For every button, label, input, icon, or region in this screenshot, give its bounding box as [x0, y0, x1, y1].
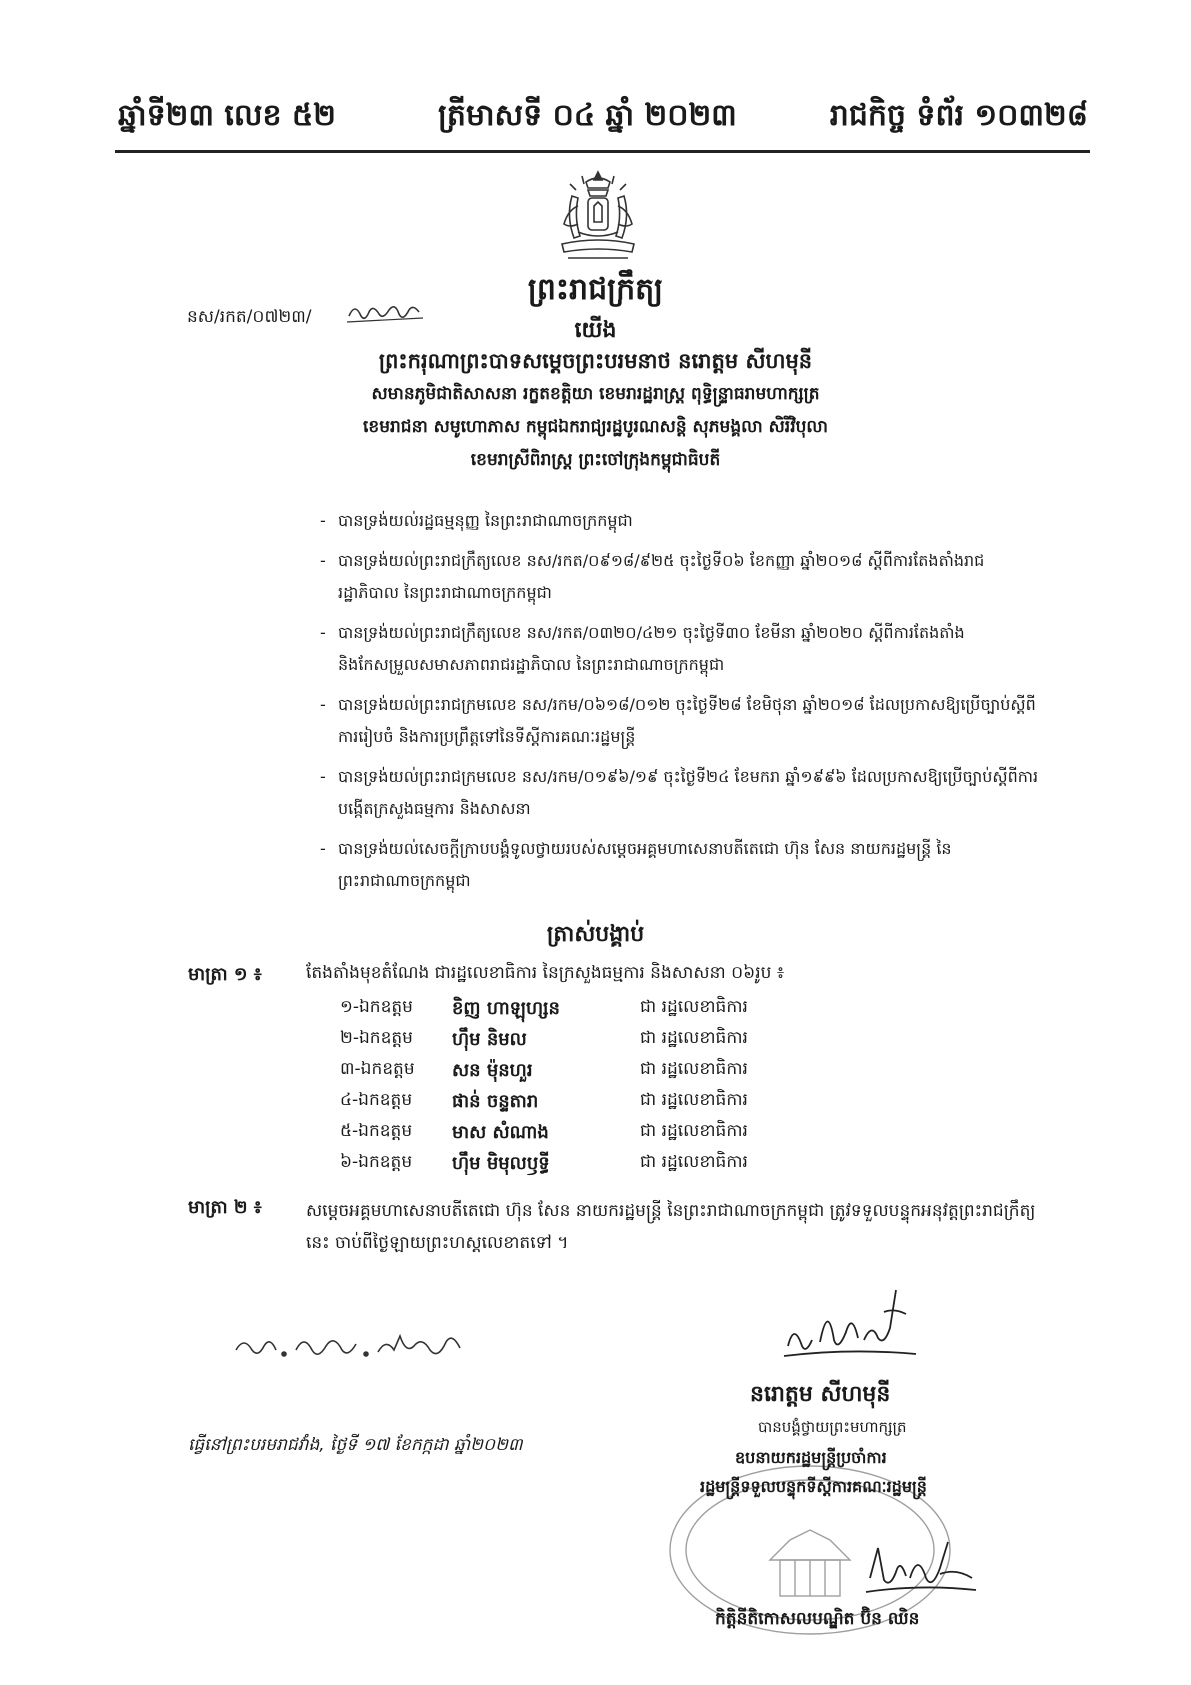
appointee-row [340, 996, 860, 1028]
recital-item: - បានទ្រង់យល់ព្រះរាជក្រឹត្យលេខ នស/រកត/០៣២០/៤២១ ចុះថ្ងៃទី៣០ ខែមីនា ឆ្នាំ២០២០ ស្តីពីការតែងតាំង និងកែសម្រួលសមាសភាពរាជរដ្ឋាភិបាល នៃព្រះរាជាណាចក្រកម្ពុជា [320, 617, 1040, 681]
king-title-line-3: ខេមរាជនា សមូហោភាស កម្ពុជឯករាជ្យរដ្ឋបូរណសន្តិ សុភមង្គលា សិរីវិបុលា [363, 417, 828, 437]
article-1-text: តែងតាំងមុខតំណែង ជារដ្ឋលេខាធិការ នៃក្រសួងធម្មការ និងសាសនា ០៦រូប ៖ [306, 963, 785, 983]
we-heading: យើង [574, 318, 617, 343]
countersign-line-1: បានបង្គំថ្វាយព្រះមហាក្សត្រ [758, 1418, 907, 1436]
royal-coat-of-arms-icon [548, 166, 648, 266]
header-divider [115, 150, 1090, 153]
handwritten-date-code-icon [230, 1320, 520, 1368]
appointee-name: មាស សំណាង [452, 1122, 549, 1143]
countersign-line-2: ឧបនាយករដ្ឋមន្ត្រីប្រចាំការ [735, 1448, 887, 1467]
king-title-line-2: សមានភូមិជាតិសាសនា រក្ខតខត្តិយា ខេមរារដ្ឋរាស្ត្រ ពុទ្ធិន្ទ្រាធរាមហាក្សត្រ [371, 384, 820, 404]
recital-item: - បានទ្រង់យល់ព្រះរាជក្រមលេខ នស/រកម/០១៩៦/១៩ ចុះថ្ងៃទី២៤ ខែមករា ឆ្នាំ១៩៩៦ ដែលប្រកាសឱ្យប្រើច្បាប់ស្តីពីការបង្កើតក្រសួងធម្មការ និងសាសនា [320, 761, 1040, 825]
minister-signature-icon [860, 1528, 980, 1608]
header-page-number: រាជកិច្ច ទំព័រ ១០៣២៨ [829, 98, 1088, 133]
appointee-position: ជា រដ្ឋលេខាធិការ [640, 1059, 748, 1079]
minister-name: កិត្តិនីតិកោសលបណ្ឌិត ប៊ិន ឈិន [715, 1609, 920, 1629]
king-signature-icon [780, 1282, 920, 1367]
appointee-row [340, 1089, 860, 1121]
header-period: ត្រីមាសទី ០៤ ឆ្នាំ ២០២៣ [438, 98, 737, 133]
appointee-row [340, 1058, 860, 1090]
reference-number: នស/រកត/០៧២៣/ [187, 307, 312, 327]
recital-item: - បានទ្រង់យល់រដ្ឋធម្មនុញ្ញ នៃព្រះរាជាណាចក្រកម្ពុជា [320, 505, 1040, 537]
appointee-name: ហ៊ឹម និមល [452, 1029, 527, 1050]
appointee-rank: ៥-ឯកឧត្តម [340, 1121, 413, 1141]
appointee-rank: ៤-ឯកឧត្តម [340, 1090, 413, 1110]
appointee-name: ផាន់ ចន្ទតារា [452, 1091, 539, 1112]
recitals-list [320, 505, 1040, 905]
article-1-label: មាត្រា ១ ៖ [188, 964, 262, 985]
appointee-row [340, 1151, 860, 1183]
recital-item: - បានទ្រង់យល់ព្រះរាជក្រមលេខ នស/រកម/០៦១៨/០១២ ចុះថ្ងៃទី២៨ ខែមិថុនា ឆ្នាំ២០១៨ ដែលប្រកាសឱ្យប្រើច្បាប់ស្តីពីការរៀបចំ និងការប្រព្រឹត្តទៅនៃទីស្តីការគណៈរដ្ឋមន្ត្រី [320, 689, 1040, 753]
king-title-line-1: ព្រះករុណាព្រះបាទសម្តេចព្រះបរមនាថ នរោត្តម សីហមុនី [378, 349, 813, 373]
document-title: ព្រះរាជក្រឹត្យ [527, 272, 664, 307]
article-2-label: មាត្រា ២ ៖ [188, 1197, 262, 1218]
appointee-name: ហ៊ឹម មិមុលឫទ្ធី [452, 1153, 550, 1174]
appointee-rank: ២-ឯកឧត្តម [340, 1028, 413, 1048]
king-title-line-4: ខេមរាស្រីពិរាស្ត្រ ព្រះចៅក្រុងកម្ពុជាធិបតី [470, 450, 721, 470]
appointee-name: សន ម៉ុនហួរ [452, 1060, 533, 1081]
countersign-line-3: រដ្ឋមន្ត្រីទទួលបន្ទុកទីស្តីការគណៈរដ្ឋមន្ត្រី [700, 1477, 927, 1496]
decree-heading: ត្រាស់បង្គាប់ [546, 922, 645, 947]
appointee-position: ជា រដ្ឋលេខាធិការ [640, 1090, 748, 1110]
gazette-header [118, 96, 1088, 148]
header-year-issue: ឆ្នាំទី២៣ លេខ ៥២ [118, 98, 336, 133]
appointee-row [340, 1120, 860, 1152]
appointee-name: ខិញ ហាឡុហ្សន [452, 998, 560, 1019]
appointee-row [340, 1027, 860, 1059]
appointee-rank: ១-ឯកឧត្តម [340, 997, 413, 1017]
recital-item: - បានទ្រង់យល់សេចក្តីក្រាបបង្គំទូលថ្វាយរបស់សម្តេចអគ្គមហាសេនាបតីតេជោ ហ៊ុន សែន នាយករដ្ឋមន្ត្រី នៃព្រះរាជាណាចក្រកម្ពុជា [320, 833, 1040, 897]
appointee-position: ជា រដ្ឋលេខាធិការ [640, 997, 748, 1017]
king-name: នរោត្តម សីហមុនី [750, 1382, 891, 1407]
appointee-position: ជា រដ្ឋលេខាធិការ [640, 1121, 748, 1141]
appointee-rank: ៦-ឯកឧត្តម [340, 1152, 413, 1172]
appointee-rank: ៣-ឯកឧត្តម [340, 1059, 415, 1079]
place-and-date: ធ្វើនៅព្រះបរមរាជវាំង, ថ្ងៃទី ១៧ ខែកក្កដា ឆ្នាំ២០២៣ [188, 1435, 523, 1455]
appointee-position: ជា រដ្ឋលេខាធិការ [640, 1152, 748, 1172]
recital-item: - បានទ្រង់យល់ព្រះរាជក្រឹត្យលេខ នស/រកត/០៩១៨/៩២៥ ចុះថ្ងៃទី០៦ ខែកញ្ញា ឆ្នាំ២០១៨ ស្តីពីការតែងតាំងរាជរដ្ឋាភិបាល នៃព្រះរាជាណាចក្រកម្ពុជា [320, 545, 1040, 609]
article-2-text: សម្តេចអគ្គមហាសេនាបតីតេជោ ហ៊ុន សែន នាយករដ្ឋមន្ត្រី នៃព្រះរាជាណាចក្រកម្ពុជា ត្រូវទទួលបន្ទុកអនុវត្តព្រះរាជក្រឹត្យនេះ ចាប់ពីថ្ងៃឡាយព្រះហស្តលេខាតទៅ ។ [306, 1201, 1036, 1253]
appointee-position: ជា រដ្ឋលេខាធិការ [640, 1028, 748, 1048]
